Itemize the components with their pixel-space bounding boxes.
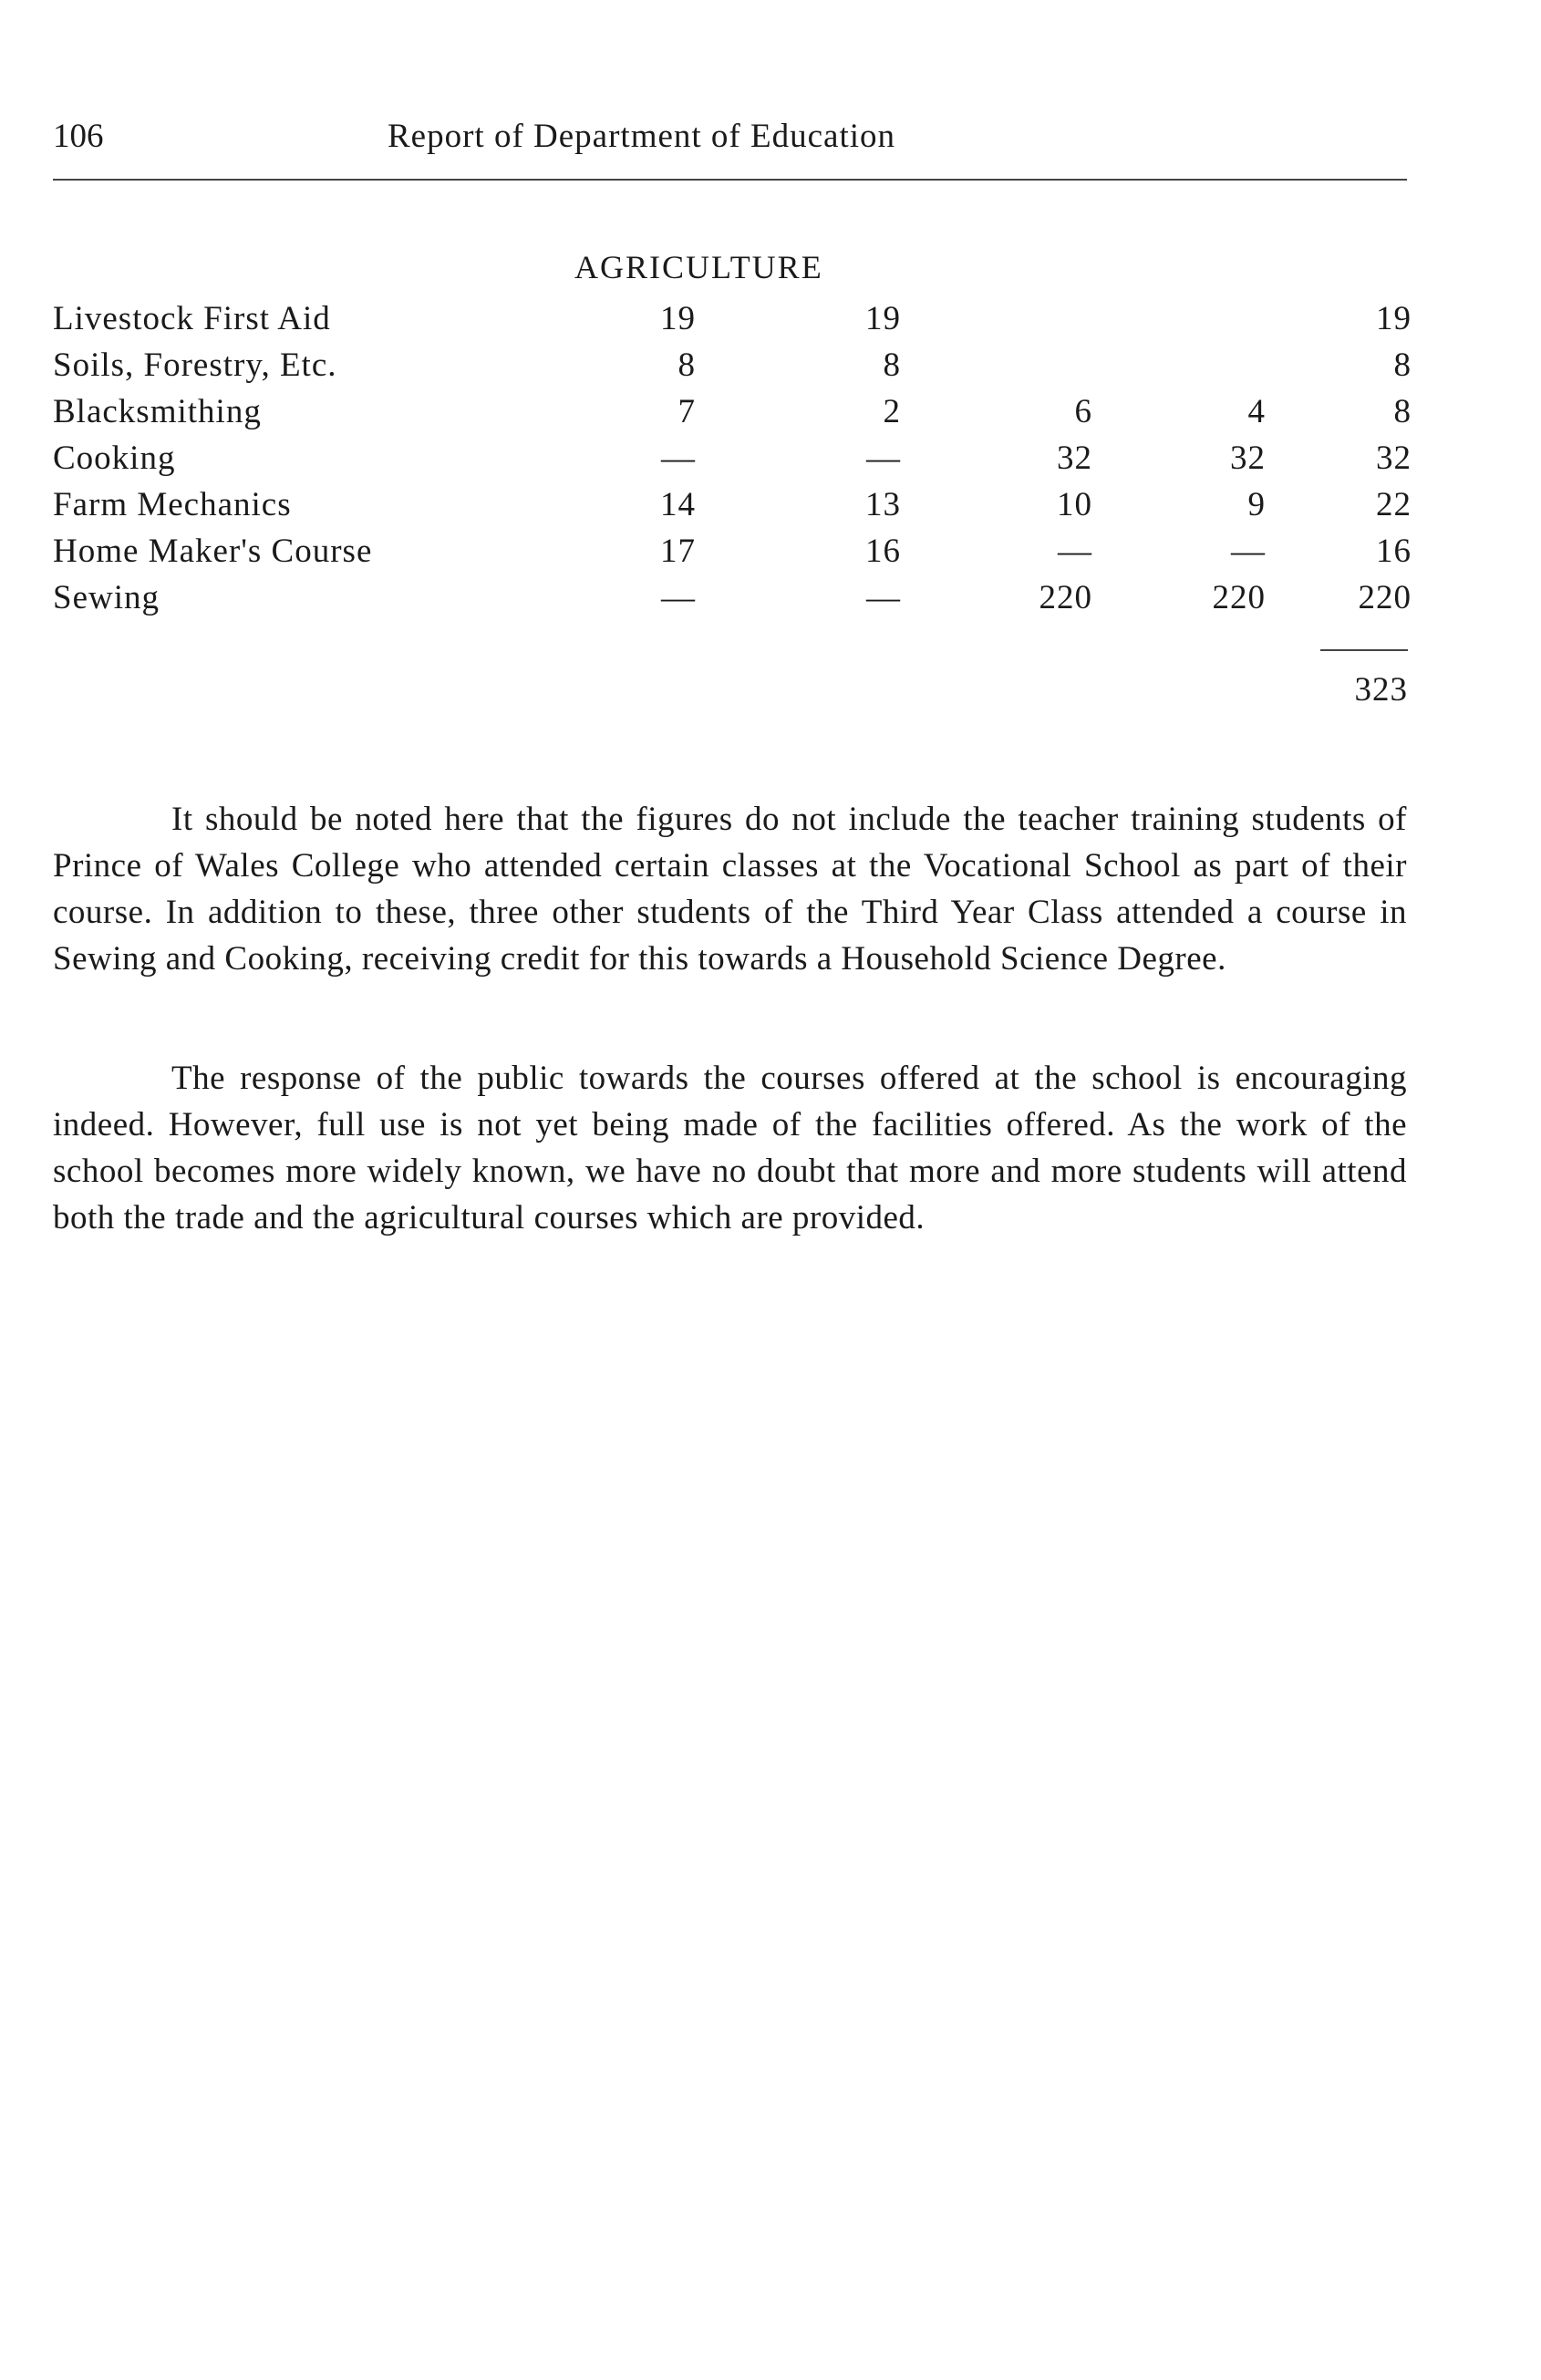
- paragraph: The response of the public towards the courses offered at the school is encouraging indeed. However, full use is not yet being made of the facilities offered. As the work of the school becomes more widely known, we have no doubt that more and more students will attend both the trade and the agricultural courses which are provided.: [53, 1060, 1407, 1237]
- table-cell: 220: [1212, 579, 1266, 616]
- table-row: [53, 346, 1412, 392]
- table-cell: 32: [1230, 440, 1266, 477]
- table-cell: 9: [1247, 486, 1266, 523]
- row-total: 32: [1376, 440, 1412, 477]
- row-label: Home Maker's Course: [53, 533, 373, 570]
- page-header: [53, 117, 1407, 181]
- table-cell: 17: [660, 533, 696, 570]
- row-label: Livestock First Aid: [53, 300, 331, 337]
- table-cell: —: [866, 440, 901, 477]
- table-cell: —: [661, 579, 696, 616]
- table-cell: 8: [677, 347, 696, 384]
- row-total: 16: [1376, 533, 1412, 570]
- table-row: [53, 578, 1412, 625]
- page-number: 106: [53, 118, 104, 155]
- row-total: 8: [1393, 347, 1412, 384]
- table-row: [53, 439, 1412, 485]
- table-cell: 19: [865, 300, 901, 337]
- paragraph: It should be noted here that the figures do not include the teacher training students of Prince of Wales College who attended certain classes at the Vocational School as part of their course. In addition to these, three other students of the Third Year Class attended a course in Sewing and Cooking, receiving credit for this towards a Household Science Degree.: [53, 801, 1407, 978]
- table-row: [53, 485, 1412, 532]
- table-cell: 14: [660, 486, 696, 523]
- row-label: Cooking: [53, 440, 176, 477]
- table-cell: 19: [660, 300, 696, 337]
- table-cell: 4: [1247, 393, 1266, 430]
- table-cell: 2: [883, 393, 901, 430]
- row-total: 22: [1376, 486, 1412, 523]
- table-cell: —: [866, 579, 901, 616]
- table-row: [53, 299, 1412, 346]
- table-cell: 32: [1057, 440, 1092, 477]
- enrollment-table: [53, 299, 1412, 625]
- table-cell: —: [1058, 533, 1092, 570]
- table-cell: 10: [1057, 486, 1092, 523]
- table-cell: 8: [883, 347, 901, 384]
- section-heading: AGRICULTURE: [574, 249, 823, 285]
- running-title: Report of Department of Education: [388, 118, 895, 155]
- total-rule: [1320, 649, 1408, 651]
- table-cell: 220: [1039, 579, 1092, 616]
- row-total: 220: [1358, 579, 1412, 616]
- table-cell: 7: [677, 393, 696, 430]
- row-label: Soils, Forestry, Etc.: [53, 347, 337, 384]
- table-cell: 6: [1074, 393, 1092, 430]
- row-total: 19: [1376, 300, 1412, 337]
- table-cell: 13: [865, 486, 901, 523]
- row-label: Blacksmithing: [53, 393, 262, 430]
- table-row: [53, 532, 1412, 578]
- table-cell: —: [1231, 533, 1266, 570]
- header-rule: [53, 179, 1407, 181]
- row-label: Sewing: [53, 579, 160, 616]
- table-cell: 16: [865, 533, 901, 570]
- table-cell: —: [661, 440, 696, 477]
- grand-total: 323: [1354, 671, 1408, 709]
- row-total: 8: [1393, 393, 1412, 430]
- table-row: [53, 392, 1412, 439]
- row-label: Farm Mechanics: [53, 486, 292, 523]
